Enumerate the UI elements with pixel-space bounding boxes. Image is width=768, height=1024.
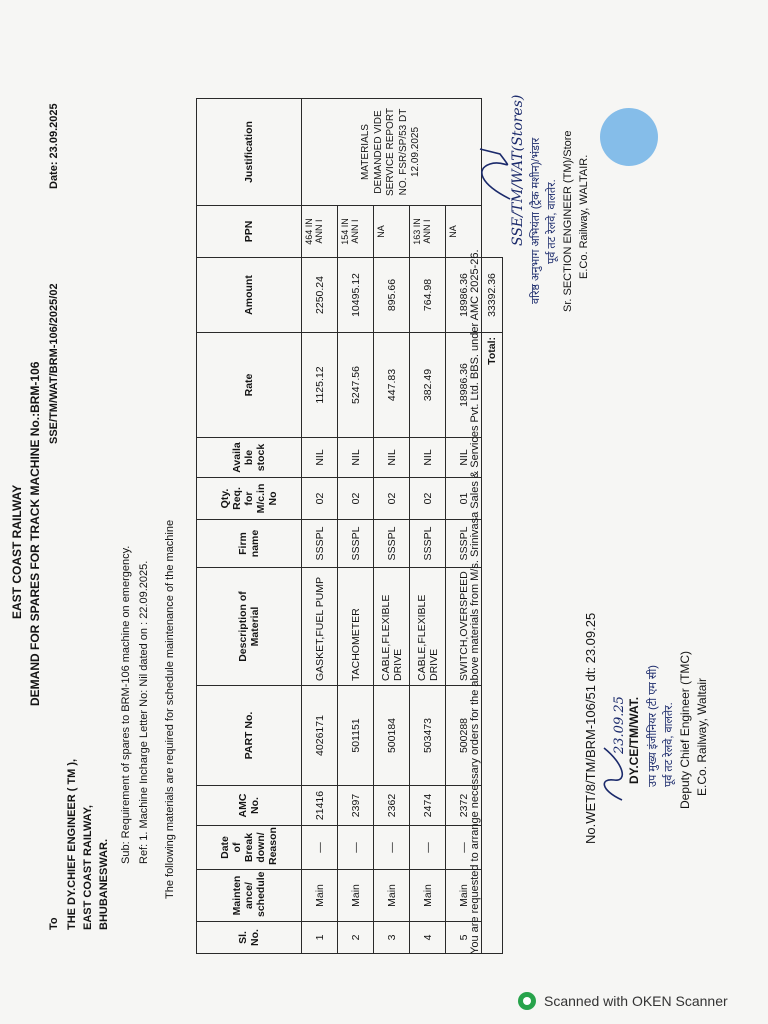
scanner-footer [518, 990, 728, 1012]
cell-description: CABLE,FLEXIBLE DRIVE [374, 568, 410, 686]
cell-amount: 764.98 [410, 258, 446, 333]
cell-description: TACHOMETER [338, 568, 374, 686]
left-signature-hindi-1: उप मुख्य इंजीनियर (टी एम सी) [647, 665, 659, 787]
cell-justification [302, 99, 482, 206]
address-line-3: BHUBANESWAR. [98, 838, 110, 930]
cell-qty: 02 [338, 478, 374, 520]
justification-text: MATERIALS DEMANDED VIDE SERVICE REPORT NO. FSR/SP/53 DT 12.09.2025 [360, 108, 422, 196]
col-header-qty: Qty. Req. for M/c.in No [197, 478, 302, 520]
scanner-watermark-text: Scanned with OKEN Scanner [544, 993, 728, 1009]
cell-ppn: 464 IN ANN I [302, 206, 338, 258]
col-header-stock: Availa ble stock [197, 438, 302, 478]
col-header-description: Description of Material [197, 568, 302, 686]
cell-stock: NIL [374, 438, 410, 478]
cell-part: 501151 [338, 686, 374, 786]
cell-breakdown: — [338, 826, 374, 870]
cell-qty: 02 [302, 478, 338, 520]
cell-maintenance: Main [374, 870, 410, 922]
table-row [338, 99, 374, 954]
col-header-maintenance: Mainten ance/ schedule [197, 870, 302, 922]
org-name: EAST COAST RAILWAY [10, 484, 24, 619]
cell-rate: 5247.56 [338, 333, 374, 438]
cell-sl: 2 [338, 922, 374, 954]
intro-line: The following materials are required for schedule maintenance of the machine [164, 519, 176, 899]
cell-amount: 10495.12 [338, 258, 374, 333]
cell-amc: 2397 [338, 786, 374, 826]
cell-amount: 18986.36 [446, 258, 482, 333]
cell-part: 4026171 [302, 686, 338, 786]
cell-breakdown: — [374, 826, 410, 870]
cell-sl: 1 [302, 922, 338, 954]
cell-sl: 5 [446, 922, 482, 954]
cell-maintenance: Main [302, 870, 338, 922]
cell-part: 500288 [446, 686, 482, 786]
cell-description: SWITCH,OVERSPEED [446, 568, 482, 686]
cell-amc: 21416 [302, 786, 338, 826]
col-header-ppn: PPN [197, 206, 302, 258]
cell-maintenance: Main [446, 870, 482, 922]
reference-line: Ref: 1. Machine Incharge Letter No: Nil dated on : 22.09.2025. [138, 560, 150, 864]
left-signature-hindi-2: पूर्व तट रेलवे, वालतेर. [663, 702, 675, 787]
letter-number-line: No.WET/8/TM/BRM-106/51 dt: 23.09.25 [583, 612, 598, 844]
cell-part: 503473 [410, 686, 446, 786]
right-signature-title: Sr. SECTION ENGINEER (TM)/Store [562, 130, 574, 312]
cell-description: GASKET,FUEL PUMP [302, 568, 338, 686]
cell-amount: 2250.24 [302, 258, 338, 333]
cell-maintenance: Main [338, 870, 374, 922]
cell-stock: NIL [410, 438, 446, 478]
to-label: To [48, 917, 60, 930]
cell-stock: NIL [302, 438, 338, 478]
right-signature-hindi-2: पूर्व तट रेलवे, वालतेर. [546, 179, 558, 264]
address-line-1: THE DY.CHIEF ENGINEER ( TM ), [66, 758, 78, 930]
col-header-amount: Amount [197, 258, 302, 333]
handwritten-date: 23.09.25 [612, 696, 627, 754]
table-row [302, 99, 338, 954]
table-row [410, 99, 446, 954]
col-header-justification: Justification [197, 99, 302, 206]
col-header-firm: Firm name [197, 520, 302, 568]
subject-line: Sub: Requirement of spares to BRM-106 machine on emergency. [120, 545, 132, 864]
spares-table [196, 98, 503, 954]
left-signature-scribble [596, 744, 628, 804]
cell-rate: 1125.12 [302, 333, 338, 438]
col-header-part: PART No. [197, 686, 302, 786]
right-signature-hindi-1: वरिष्ठ अनुभाग अभियंता (ट्रैक मशीन)/भंडार [530, 137, 542, 304]
total-label: Total: [482, 333, 503, 954]
cell-amount: 895.66 [374, 258, 410, 333]
cell-maintenance: Main [410, 870, 446, 922]
signatory-title: DY.CE/TM/WAT. [627, 696, 641, 784]
total-row [482, 99, 503, 954]
cell-description: CABLE,FLEXIBLE DRIVE [410, 568, 446, 686]
oken-scanner-logo-icon [518, 992, 536, 1010]
right-signature-org: E.Co. Railway, WALTAIR. [578, 154, 590, 279]
cell-stock: NIL [446, 438, 482, 478]
cell-breakdown: — [410, 826, 446, 870]
document-date: Date: 23.09.2025 [48, 103, 60, 189]
cell-ppn: NA [446, 206, 482, 258]
cell-qty: 02 [410, 478, 446, 520]
cell-part: 500184 [374, 686, 410, 786]
cell-qty: 02 [374, 478, 410, 520]
cell-breakdown: — [302, 826, 338, 870]
table-row [374, 99, 410, 954]
cell-firm: SSSPL [338, 520, 374, 568]
document-title: DEMAND FOR SPARES FOR TRACK MACHINE No.:BRM-106 [28, 361, 42, 706]
office-stamp [600, 108, 658, 166]
cell-sl: 4 [410, 922, 446, 954]
cell-rate: 447.83 [374, 333, 410, 438]
cell-breakdown: — [446, 826, 482, 870]
total-value: 33392.36 [482, 258, 503, 333]
left-signature-org: E.Co. Railway, Waltair [695, 677, 709, 796]
cell-stock: NIL [338, 438, 374, 478]
request-text: You are requested to arrange necessary orders for the above materials from M/s. Srinivasa Sales & Services Pvt. Ltd. BBS. under AMC 2025-26. [469, 249, 481, 954]
cell-sl: 3 [374, 922, 410, 954]
cell-firm: SSSPL [410, 520, 446, 568]
cell-ppn: 154 IN ANN I [338, 206, 374, 258]
cell-rate: 18986.36 [446, 333, 482, 438]
right-signature-initials: SSE/TM/WAT(Stores) [510, 94, 526, 246]
cell-firm: SSSPL [302, 520, 338, 568]
cell-qty: 01 [446, 478, 482, 520]
cell-rate: 382.49 [410, 333, 446, 438]
cell-firm: SSSPL [374, 520, 410, 568]
cell-ppn: 163 IN ANN I [410, 206, 446, 258]
col-header-breakdown: Date of Break down/ Reason [197, 826, 302, 870]
address-line-2: EAST COAST RAILWAY, [82, 805, 94, 930]
col-header-sl: Sl. No. [197, 922, 302, 954]
cell-ppn: NA [374, 206, 410, 258]
col-header-amc: AMC No. [197, 786, 302, 826]
right-signature-scribble [470, 144, 520, 204]
left-signature-designation: Deputy Chief Engineer (TMC) [678, 650, 692, 809]
table-header-row [197, 99, 302, 954]
reference-number: SSE/TM/WAT/BRM-106/2025/02 [48, 283, 60, 444]
cell-firm: SSSPL [446, 520, 482, 568]
cell-amc: 2474 [410, 786, 446, 826]
col-header-rate: Rate [197, 333, 302, 438]
cell-amc: 2362 [374, 786, 410, 826]
cell-amc: 2372 [446, 786, 482, 826]
